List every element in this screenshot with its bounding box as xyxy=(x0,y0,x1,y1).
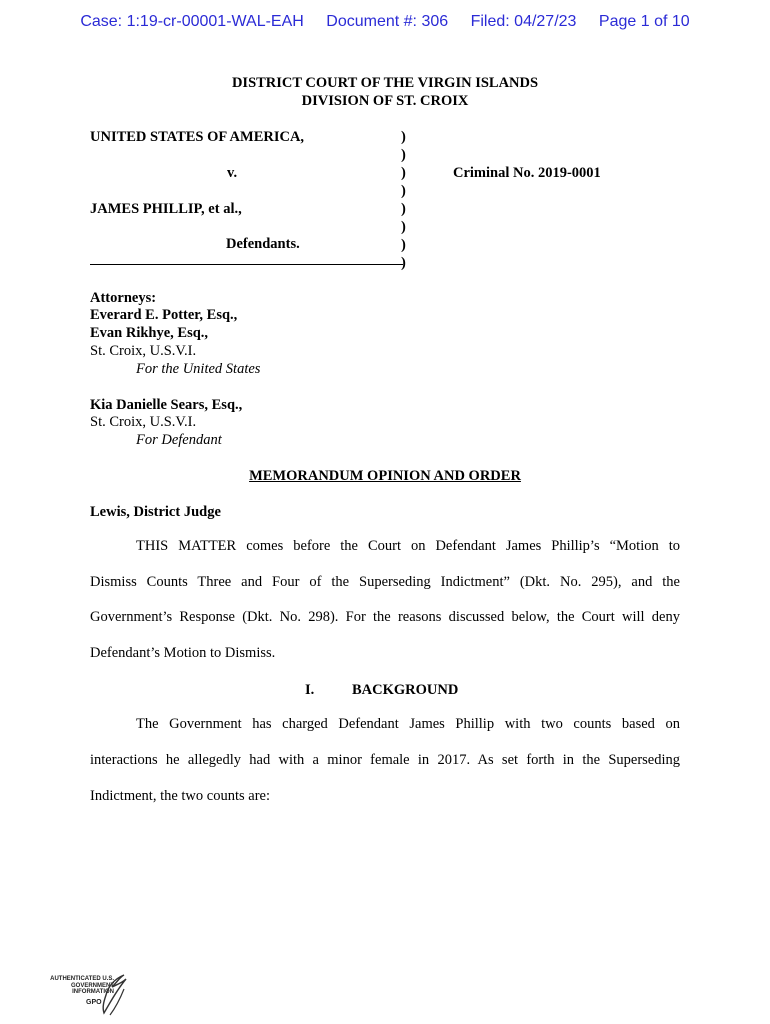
judge-line: Lewis, District Judge xyxy=(90,504,221,520)
page-number-stamp: Page 1 of 10 xyxy=(598,13,690,30)
caption-paren: ) xyxy=(401,219,406,235)
paragraph-line: Government’s Response (Dkt. No. 298). For the reasons discussed below, the Court will deny xyxy=(90,609,680,625)
paragraph-line: The Government has charged Defendant James Phillip with two counts based on xyxy=(136,716,680,732)
caption-plaintiff: UNITED STATES OF AMERICA, xyxy=(90,129,305,145)
attorney-location: St. Croix, U.S.V.I. xyxy=(90,343,197,359)
gpo-authentication-logo xyxy=(44,973,130,1019)
attorney-location: St. Croix, U.S.V.I. xyxy=(90,414,197,430)
case-number-stamp: Case: 1:19-cr-00001-WAL-EAH xyxy=(80,13,304,30)
attorneys-heading: Attorneys: xyxy=(90,290,157,306)
attorney-name: Kia Danielle Sears, Esq., xyxy=(90,397,243,413)
caption-defendants-label: Defendants. xyxy=(226,236,300,252)
paragraph-line: Indictment, the two counts are: xyxy=(90,788,270,804)
caption-paren: ) xyxy=(401,147,406,163)
paragraph-line: interactions he allegedly had with a minor female in 2017. As set forth in the Superseding xyxy=(90,752,680,768)
section-number: I. xyxy=(305,682,315,698)
criminal-case-number: Criminal No. 2019-0001 xyxy=(453,165,601,181)
logo-gpo-text: GPO xyxy=(86,999,102,1006)
attorney-name: Everard E. Potter, Esq., xyxy=(90,307,238,323)
logo-authentication-text: AUTHENTICATED U.S. GOVERNMENT INFORMATION xyxy=(50,976,114,995)
ecf-header-stamp xyxy=(0,13,770,31)
memo-title: MEMORANDUM OPINION AND ORDER xyxy=(249,468,521,484)
caption-paren: ) xyxy=(401,165,406,181)
caption-parentheses xyxy=(401,128,406,272)
caption-versus: v. xyxy=(227,165,238,181)
caption-paren: ) xyxy=(401,183,406,199)
caption-defendant: JAMES PHILLIP, et al., xyxy=(90,201,242,217)
filed-date-stamp: Filed: 04/27/23 xyxy=(470,13,577,30)
paragraph-line: Dismiss Counts Three and Four of the Superseding Indictment” (Dkt. No. 295), and the xyxy=(90,574,680,590)
court-division: DIVISION OF ST. CROIX xyxy=(301,93,469,109)
court-name: DISTRICT COURT OF THE VIRGIN ISLANDS xyxy=(231,75,539,91)
caption-paren: ) xyxy=(401,255,406,271)
eagle-icon xyxy=(44,973,130,1019)
paragraph-line: Defendant’s Motion to Dismiss. xyxy=(90,645,276,661)
caption-paren: ) xyxy=(401,129,406,145)
caption-rule xyxy=(90,264,403,265)
document-number-stamp: Document #: 306 xyxy=(326,13,449,30)
section-title: BACKGROUND xyxy=(352,682,459,698)
paragraph-line: THIS MATTER comes before the Court on Defendant James Phillip’s “Motion to xyxy=(136,538,680,554)
attorney-representation: For the United States xyxy=(136,361,261,377)
attorney-name: Evan Rikhye, Esq., xyxy=(90,325,209,341)
caption-paren: ) xyxy=(401,237,406,253)
attorney-representation: For Defendant xyxy=(136,432,222,448)
caption-paren: ) xyxy=(401,201,406,217)
